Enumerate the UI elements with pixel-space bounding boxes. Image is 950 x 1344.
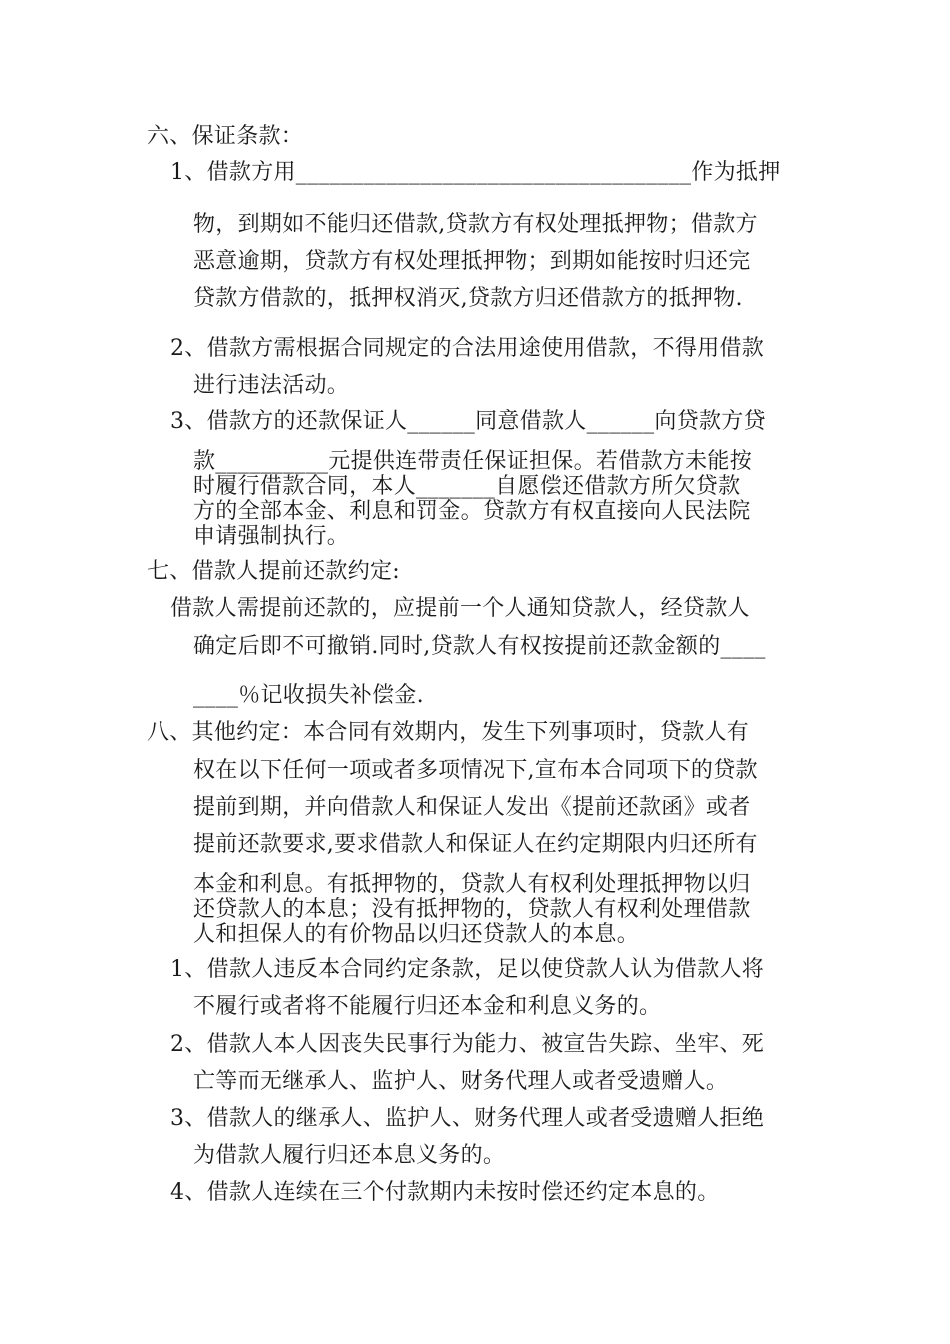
section-6-heading: 六、保证条款： — [147, 124, 304, 149]
item-8-2-line-2: 亡等而无继承人、监护人、财务代理人或者受遗赠人。 — [193, 1069, 729, 1094]
clause-6-2-line-2: 进行违法活动。 — [193, 373, 350, 398]
item-8-3-line-2: 为借款人履行归还本息义务的。 — [193, 1143, 506, 1168]
clause-6-1-line-2: 物，到期如不能归还借款,贷款方有权处理抵押物；借款方 — [193, 212, 758, 237]
clause-6-3-line-3: 时履行借款合同，本人_______自愿偿还借款方所欠贷款 — [193, 474, 741, 499]
clause-6-2-line-1: 2、借款方需根据合同规定的合法用途使用借款，不得用借款 — [170, 336, 765, 361]
item-8-3-line-1: 3、借款人的继承人、监护人、财务代理人或者受遗赠人拒绝 — [170, 1106, 765, 1131]
section-8-line-5: 本金和利息。有抵押物的，贷款人有权利处理抵押物以归 — [193, 872, 751, 897]
clause-6-1-line-3: 恶意逾期，贷款方有权处理抵押物；到期如能按时归还完 — [193, 249, 751, 274]
section-8-line-2: 权在以下任何一项或者多项情况下,宣布本合同项下的贷款 — [193, 758, 758, 783]
section-7-line-3: ____％记收损失补偿金. — [193, 683, 424, 708]
clause-6-1-line-4: 贷款方借款的，抵押权消灭,贷款方归还借款方的抵押物. — [193, 286, 743, 311]
clause-6-3-line-4: 方的全部本金、利息和罚金。贷款方有权直接向人民法院 — [193, 499, 751, 524]
item-8-1-line-2: 不履行或者将不能履行归还本金和利息义务的。 — [193, 994, 662, 1019]
clause-6-1-line-1: 1、借款方用___________________________________作为抵押 — [170, 160, 781, 185]
section-8-line-3: 提前到期，并向借款人和保证人发出《提前还款函》或者 — [193, 795, 751, 820]
section-8-line-7: 人和担保人的有价物品以归还贷款人的本息。 — [193, 922, 640, 947]
section-7-line-2: 确定后即不可撤销.同时,贷款人有权按提前还款金额的____ — [193, 634, 766, 659]
clause-6-3-line-1: 3、借款方的还款保证人______同意借款人______向贷款方贷 — [170, 409, 766, 434]
section-7-heading: 七、借款人提前还款约定: — [147, 559, 401, 584]
item-8-4-line-1: 4、借款人连续在三个付款期内未按时偿还约定本息的。 — [170, 1180, 720, 1205]
item-8-1-line-1: 1、借款人违反本合同约定条款，足以使贷款人认为借款人将 — [170, 957, 765, 982]
clause-6-3-line-5: 申请强制执行。 — [193, 524, 350, 549]
clause-6-3-line-2: 款__________元提供连带责任保证担保。若借款方未能按 — [193, 449, 753, 474]
section-8-line-6: 还贷款人的本息；没有抵押物的，贷款人有权利处理借款 — [193, 897, 751, 922]
section-7-line-1: 借款人需提前还款的，应提前一个人通知贷款人，经贷款人 — [170, 596, 750, 621]
section-8-line-4: 提前还款要求,要求借款人和保证人在约定期限内归还所有 — [193, 832, 758, 857]
item-8-2-line-1: 2、借款人本人因丧失民事行为能力、被宣告失踪、坐牢、死 — [170, 1032, 765, 1057]
section-8-line-1: 八、其他约定：本合同有效期内，发生下列事项时，贷款人有 — [147, 720, 750, 745]
